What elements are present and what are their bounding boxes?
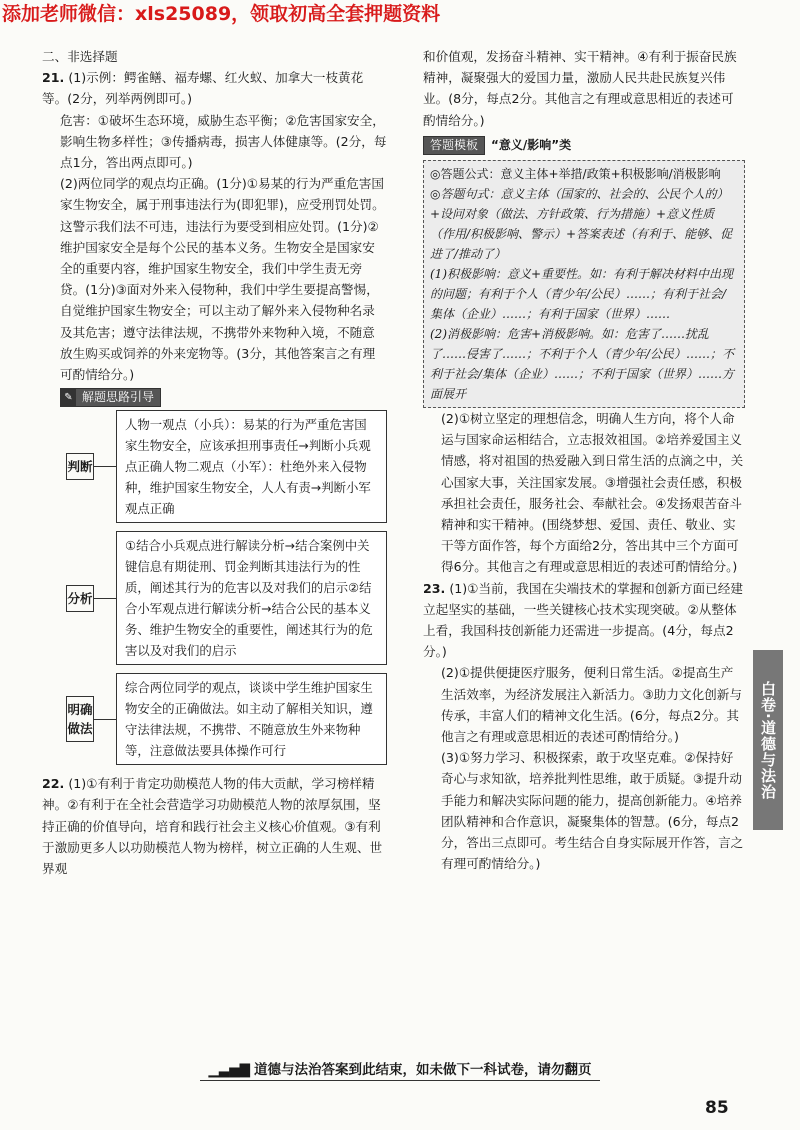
template-negative: (2)消极影响：危害+消极影响。如：危害了……扰乱了……侵害了……；不利于个人（青少年/公民）……；不利于社会/集体（企业）……；不利于国家（世界）……方面展开	[430, 327, 735, 402]
answer-template-title: “意义/影响”类	[491, 137, 572, 152]
solution-guide-label: 解题思路引导	[76, 389, 160, 406]
analyze-label: 分析	[66, 585, 94, 612]
method-group	[66, 673, 387, 765]
question-number: 21.	[42, 70, 65, 86]
q21-part2: (2)两位同学的观点均正确。(1分)①易某的行为严重危害国家生物安全，属于刑事违法行为(即犯罪)，应受刑罚处罚。这警示我们法不可违，违法行为要受到相应处罚。(1分)②维护国家安全是每个公民的基本义务。生物安全是国家安全的重要内容，维护国家生物安全，我们中学生责无旁贷。(1分)③面对外来入侵物种，我们中学生要提高警惕，自觉维护国家生物安全；可以主动了解外来入侵物种名录及其危害；遵守法律法规，不携带外来物种入境，不随意放生购买或饲养的外来宠物等。(3分，其他答案言之有理可酌情给分。)	[60, 176, 385, 383]
q23-part1: (1)①当前，我国在尖端技术的掌握和创新方面已经建立起坚实的基础，一些关键核心技术实现突破。②从整体上看，我国科技创新能力还需进一步提高。(4分，每点2分。)	[423, 580, 743, 660]
judge-label: 判断	[66, 453, 94, 480]
q23-part2: (2)①提供便捷医疗服务，便利日常生活。②提高生产生活效率，为经济发展注入新活力。③助力文化创新与传承，丰富人们的精神文化生活。(6分，每点2分。其他言之有理或意思相近的表述可酌情给分。)	[441, 665, 742, 745]
answer-template-tag	[423, 135, 745, 156]
solution-diagram	[66, 410, 387, 765]
pencil-icon: ✎	[61, 389, 76, 406]
q22-part1: (1)①有利于肯定功勋模范人物的伟大贡献，学习榜样精神。②有利于在全社会营造学习功勋模范人物的浓厚氛围，坚持正确的价值导向，培育和践行社会主义核心价值观。③有利于激励更多人以功勋模范人物为榜样，树立正确的人生观、世界观	[42, 776, 383, 877]
subject-side-tab: 白卷·道德与法治	[753, 650, 783, 830]
q22-part1-cont: 和价值观，发扬奋斗精神、实干精神。④有利于振奋民族精神，凝聚强大的爱国力量，激励人民共赴民族复兴伟业。(8分，每点2分。其他言之有理或意思相近的表述可酌情给分。)	[423, 49, 737, 128]
q22-part2: (2)①树立坚定的理想信念，明确人生方向，将个人命运与国家命运相结合，立志报效祖国。②培养爱国主义情感，将对祖国的热爱融入到日常生活的点滴之中，关心国家大事，关注国家发展。③增强社会责任感，积极承担社会责任，服务社会、奉献社会。④发扬艰苦奋斗精神和实干精神。(围绕梦想、爱国、责任、敬业、实干等方面作答，每个方面给2分，答出其中三个方面可得6分。其他言之有理或意思相近的表述可酌情给分。)	[441, 411, 744, 575]
template-formula: ◎答题公式：意义主体+举措/政策+积极影响/消极影响	[430, 167, 721, 182]
section-title: 二、非选择题	[42, 49, 118, 64]
method-box: 综合两位同学的观点，谈谈中学生维护国家生物安全的正确做法。如主动了解相关知识，遵守法律法规，不携带、不随意放生外来物种等，注意做法要具体操作可行	[116, 673, 387, 765]
q21-harm: 危害：①破坏生态环境，威胁生态平衡；②危害国家安全，影响生物多样性；③传播病毒，损害人体健康等。(2分，每点1分，答出两点即可。)	[60, 112, 387, 171]
footer-text: 道德与法治答案到此结束，如未做下一科试卷，请勿翻页	[254, 1062, 592, 1078]
answer-template-label: 答题模板	[423, 136, 485, 155]
template-positive: (1)积极影响：意义+重要性。如：有利于解决材料中出现的问题；有利于个人（青少年/公民）……；有利于社会/集体（企业）……；有利于国家（世界）……	[430, 267, 734, 322]
judge-group	[66, 410, 387, 523]
question-number: 22.	[42, 776, 65, 792]
judge-box: 人物一观点（小兵）：易某的行为严重危害国家生物安全，应该承担刑事责任→判断小兵观点正确人物二观点（小军）：杜绝外来入侵物种，维护国家生物安全，人人有责→判断小军观点正确	[116, 410, 387, 523]
method-label: 明确做法	[66, 696, 94, 742]
solution-guide-tag	[60, 388, 161, 407]
left-column	[42, 46, 387, 879]
analyze-box: ①结合小兵观点进行解读分析→结合案例中关键信息有期徒刑、罚金判断其违法行为的性质，阐述其行为的危害以及对我们的启示②结合小军观点进行解读分析→结合公民的基本义务、维护生物安全的重要性，阐述其行为的危害以及对我们的启示	[116, 531, 387, 665]
q21-part1: (1)示例：鳄雀鳝、福寿螺、红火蚁、加拿大一枝黄花等。(2分，列举两例即可。)	[42, 70, 364, 107]
analyze-group	[66, 531, 387, 665]
question-number: 23.	[423, 580, 446, 596]
page-number: 85	[705, 1098, 729, 1118]
template-sentence: ◎答题句式：意义主体（国家的、社会的、公民个人的）+设问对象（做法、方针政策、行为措施）+意义性质（作用/积极影响、警示）+答案表述（有利于、能够、促进了/推动了）	[430, 187, 733, 262]
footer-notice	[200, 1058, 600, 1081]
right-column	[423, 46, 745, 874]
promo-banner: 添加老师微信：xls25089，领取初高全套押题资料	[2, 3, 441, 25]
answer-template-box	[423, 160, 745, 408]
q23-part3: (3)①努力学习、积极探索，敢于攻坚克难。②保持好奇心与求知欲，培养批判性思维，敢于质疑。③提升动手能力和解决实际问题的能力，提高创新能力。④培养团队精神和合作意识，凝聚集体的智慧。(6分，每点2分，答出三点即可。考生结合自身实际展开作答，言之有理可酌情给分。)	[441, 750, 744, 872]
bars-icon: ▁▃▅▇	[208, 1062, 251, 1078]
